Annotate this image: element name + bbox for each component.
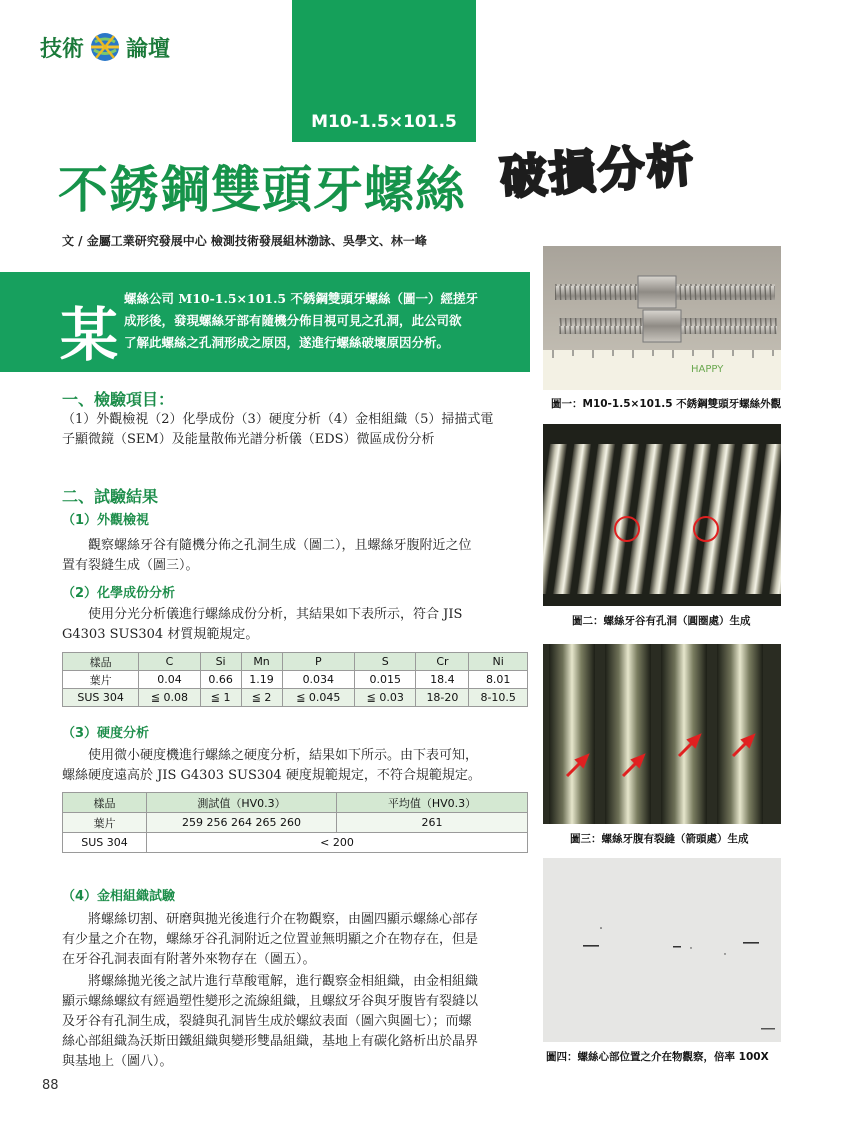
table-row (63, 813, 528, 833)
thread-cracks-image (543, 644, 781, 824)
figure-2-caption: 圖二：螺絲牙谷有孔洞（圓圈處）生成 (572, 615, 751, 627)
inclusion-mark (743, 942, 759, 944)
hardness-table (62, 792, 528, 853)
brand-left-text: 技術 (40, 36, 85, 62)
table-cell: ≦ 0.08 (139, 689, 200, 707)
drop-cap: 某 (60, 301, 119, 369)
table-cell: 葉片 (63, 813, 147, 833)
table-cell: ≦ 1 (200, 689, 241, 707)
figure-3-photo (543, 644, 781, 824)
table-cell: 8.01 (469, 671, 528, 689)
text-line: 使用分光分析儀進行螺絲成份分析，其結果如下表所示，符合 JIS (88, 607, 463, 622)
table-header-row (63, 653, 528, 671)
thread-pores-image (543, 424, 781, 606)
column-brand (40, 30, 170, 64)
scale-bar (761, 1028, 775, 1030)
section-heading-items: 一、檢驗項目： (62, 390, 175, 409)
table-cell: ≦ 0.03 (355, 689, 416, 707)
figure-4-photo (543, 858, 781, 1042)
inclusion-micrograph-image (543, 858, 781, 1042)
intro-line: 螺絲公司 M10-1.5×101.5 不銹鋼雙頭牙螺絲（圖一）經搓牙 (124, 291, 478, 306)
table-header-cell: Ni (469, 653, 528, 671)
text-line: 與基地上（圖八）。 (62, 1054, 173, 1069)
author-byline: 文 / 金屬工業研究發展中心 檢測技術發展組林渤詠、吳學文、林一峰 (62, 234, 427, 248)
text-line: 螺絲硬度遠高於 JIS G4303 SUS304 硬度規範規定，不符合規範規定。 (62, 768, 481, 783)
table-cell: 0.034 (282, 671, 355, 689)
table-header-cell: Mn (241, 653, 282, 671)
intro-box (0, 272, 530, 372)
table-row (63, 689, 528, 707)
appearance-text (62, 536, 532, 576)
table-cell: < 200 (147, 833, 528, 853)
text-line: 觀察螺絲牙谷有隨機分佈之孔洞生成（圖二），且螺絲牙腹附近之位 (88, 538, 472, 553)
subheading-chemical: （2）化學成份分析 (62, 586, 176, 601)
text-line: 將螺絲切割、研磨與拋光後進行介在物觀察，由圖四顯示螺絲心部存 (88, 912, 479, 927)
table-header-cell: Cr (416, 653, 469, 671)
spec-label: M10-1.5×101.5 (311, 112, 457, 132)
table-cell: 葉片 (63, 671, 139, 689)
figure-4-caption: 圖四：螺絲心部位置之介在物觀察，倍率 100X (546, 1051, 769, 1063)
figure-1-photo (543, 246, 781, 390)
text-line: 置有裂縫生成（圖三）。 (62, 558, 199, 573)
table-header-cell: 平均值（HV0.3） (337, 793, 528, 813)
text-line: （1）外觀檢視（2）化學成份（3）硬度分析（4）金相組織（5）掃描式電 (62, 412, 494, 427)
subheading-appearance: （1）外觀檢視 (62, 513, 150, 528)
table-header-row (63, 793, 528, 813)
text-line: 將螺絲拋光後之試片進行草酸電解，進行觀察金相組織，由金相組織 (88, 974, 479, 989)
table-header-cell: P (282, 653, 355, 671)
table-header-cell: S (355, 653, 416, 671)
table-header-cell: 樣品 (63, 793, 147, 813)
intro-line: 了解此螺絲之孔洞形成之原因，遂進行螺絲破壞原因分析。 (124, 335, 450, 350)
section-heading-results: 二、試驗結果 (62, 487, 159, 506)
table-cell: 0.04 (139, 671, 200, 689)
text-line: 顯示螺絲螺紋有經過塑性變形之流線組織，且螺紋牙谷與牙腹皆有裂縫以 (62, 994, 479, 1009)
table-row (63, 671, 528, 689)
table-cell: SUS 304 (63, 833, 147, 853)
chemical-composition-table (62, 652, 528, 707)
table-cell: 18.4 (416, 671, 469, 689)
text-line: 及牙谷有孔洞生成，裂縫與孔洞皆生成於螺紋表面（圖六與圖七）；而螺 (62, 1014, 472, 1029)
text-line: 使用微小硬度機進行螺絲之硬度分析，結果如下所示。由下表可知， (88, 748, 479, 763)
metallography-text-b (62, 972, 532, 1072)
figure-2-photo (543, 424, 781, 606)
ruler-brand-text: HAPPY (691, 364, 724, 375)
article-title: 不銹鋼雙頭牙螺絲 (58, 161, 466, 219)
table-cell: 1.19 (241, 671, 282, 689)
inclusion-mark (673, 946, 681, 948)
subheading-hardness: （3）硬度分析 (62, 726, 150, 741)
table-cell: ≦ 0.045 (282, 689, 355, 707)
metallography-text-a (62, 910, 532, 970)
hardness-text (62, 746, 532, 786)
section-items-text (62, 410, 532, 450)
table-cell: 261 (337, 813, 528, 833)
page-number: 88 (42, 1078, 59, 1093)
text-line: 子顯微鏡（SEM）及能量散佈光譜分析儀（EDS）微區成份分析 (62, 432, 435, 447)
table-header-cell: 測試值（HV0.3） (147, 793, 337, 813)
figure-3-caption: 圖三：螺絲牙腹有裂縫（箭頭處）生成 (570, 833, 749, 845)
intro-text (124, 288, 522, 354)
text-line: 絲心部組織為沃斯田鐵組織與變形雙晶組織，基地上有碳化鉻析出於晶界 (62, 1034, 479, 1049)
text-line: 有少量之介在物，螺絲牙谷孔洞附近之位置並無明顯之介在物存在，但是 (62, 932, 479, 947)
subheading-metallography: （4）金相組織試驗 (62, 889, 176, 904)
chemical-text (62, 605, 532, 645)
bolt-photo-image (543, 246, 781, 390)
table-cell: 8-10.5 (469, 689, 528, 707)
table-cell: 0.66 (200, 671, 241, 689)
table-header-cell: 樣品 (63, 653, 139, 671)
brand-right-text: 論壇 (126, 36, 171, 62)
text-line: G4303 SUS304 材質規範規定。 (62, 627, 259, 642)
article-title-accent: 破損分析 (498, 137, 698, 205)
table-cell: ≦ 2 (241, 689, 282, 707)
table-cell: 0.015 (355, 671, 416, 689)
table-header-cell: Si (200, 653, 241, 671)
table-cell: 18-20 (416, 689, 469, 707)
intro-line: 成形後，發現螺絲牙部有隨機分佈目視可見之孔洞，此公司欲 (124, 313, 462, 328)
table-cell: SUS 304 (63, 689, 139, 707)
figure-1-caption: 圖一：M10-1.5×101.5 不銹鋼雙頭牙螺絲外觀 (551, 398, 782, 410)
inclusion-mark (583, 945, 599, 947)
table-header-cell: C (139, 653, 200, 671)
text-line: 在牙谷孔洞表面有附著外來物存在（圖五）。 (62, 952, 316, 967)
globe-icon (88, 30, 122, 64)
table-cell: 259 256 264 265 260 (147, 813, 337, 833)
table-row (63, 833, 528, 853)
